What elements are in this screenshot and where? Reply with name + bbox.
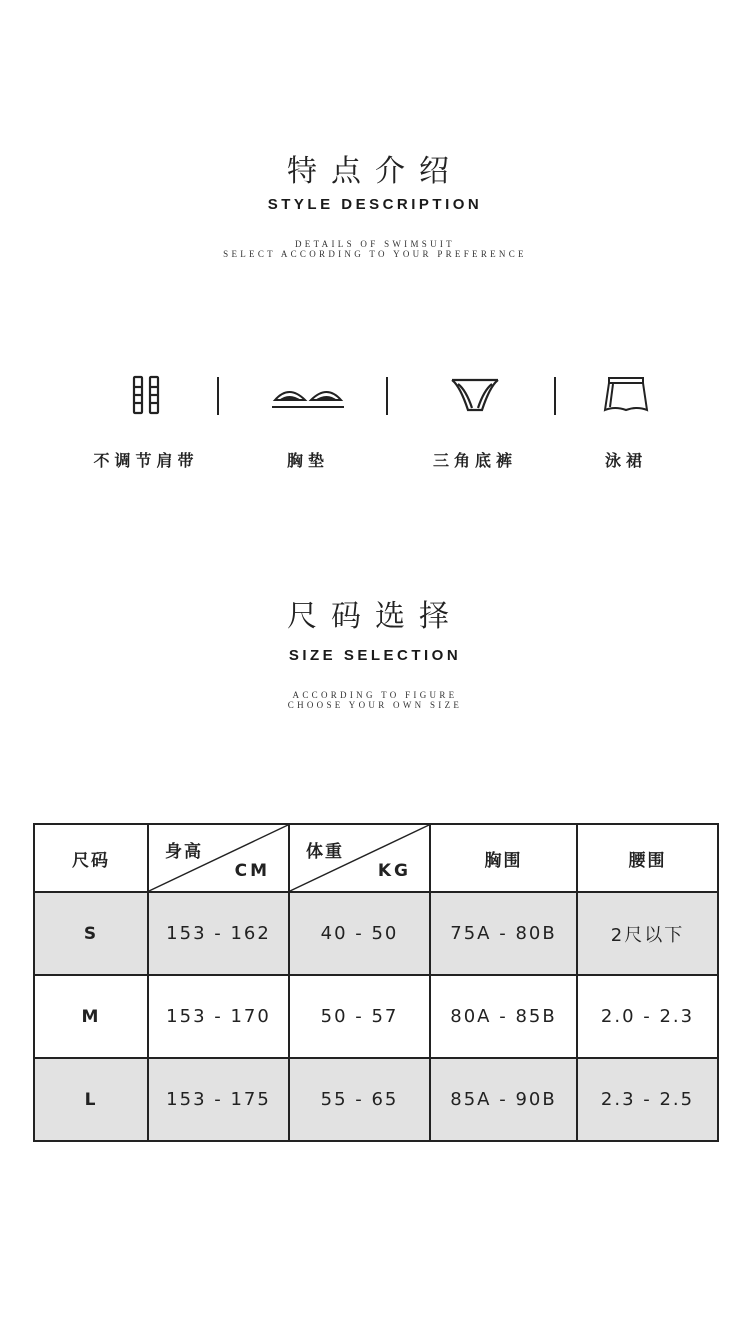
cell-height: 153 - 170 (148, 975, 289, 1058)
table-row (34, 1058, 718, 1141)
feature-triangle-briefs (405, 368, 545, 471)
cell-weight: 40 - 50 (289, 892, 430, 975)
style-title-en: STYLE DESCRIPTION (267, 196, 483, 213)
cell-waist: 2.0 - 2.3 (577, 975, 718, 1058)
header-bust: 胸围 (430, 824, 577, 892)
size-title-zh: 尺码选择 (287, 599, 463, 634)
feature-label-triangle-briefs: 三角底裤 (432, 451, 517, 470)
swim-skirt-icon (556, 368, 696, 422)
feature-label-swim-skirt: 泳裙 (604, 451, 647, 470)
feature-label-strap: 不调节肩带 (93, 451, 199, 470)
header-height-unit: CM (234, 861, 270, 881)
cell-size: S (34, 892, 148, 975)
triangle-briefs-icon (405, 368, 545, 422)
feature-divider (217, 377, 219, 415)
size-table (33, 823, 719, 1142)
feature-chest-pad (238, 368, 378, 471)
size-title-en: SIZE SELECTION (288, 647, 462, 664)
feature-swim-skirt (556, 368, 696, 471)
table-row (34, 975, 718, 1058)
header-height-label: 身高 (165, 842, 203, 862)
style-subtitle-line1: DETAILS OF SWIMSUIT (295, 239, 455, 249)
style-title-zh: 特点介绍 (287, 154, 463, 189)
cell-bust: 85A - 90B (430, 1058, 577, 1141)
header-height (148, 824, 289, 892)
cell-bust: 75A - 80B (430, 892, 577, 975)
cell-height: 153 - 162 (148, 892, 289, 975)
header-weight-label: 体重 (306, 842, 344, 862)
cell-weight: 50 - 57 (289, 975, 430, 1058)
feature-divider (386, 377, 388, 415)
cell-waist: 2尺以下 (577, 892, 718, 975)
table-header-row (34, 824, 718, 892)
feature-label-chest-pad: 胸垫 (286, 451, 329, 470)
cell-waist: 2.3 - 2.5 (577, 1058, 718, 1141)
feature-strap (76, 368, 216, 471)
header-waist: 腰围 (577, 824, 718, 892)
header-size: 尺码 (34, 824, 148, 892)
size-subtitle-line1: ACCORDING TO FIGURE (292, 690, 458, 700)
header-weight (289, 824, 430, 892)
table-row (34, 892, 718, 975)
cell-bust: 80A - 85B (430, 975, 577, 1058)
cell-size: L (34, 1058, 148, 1141)
header-weight-unit: KG (377, 861, 411, 881)
style-subtitle-line2: SELECT ACCORDING TO YOUR PREFERENCE (223, 249, 527, 259)
cell-weight: 55 - 65 (289, 1058, 430, 1141)
cell-height: 153 - 175 (148, 1058, 289, 1141)
size-subtitle-line2: CHOOSE YOUR OWN SIZE (287, 700, 463, 710)
cell-size: M (34, 975, 148, 1058)
strap-icon (76, 368, 216, 422)
chest-pad-icon (238, 368, 378, 422)
